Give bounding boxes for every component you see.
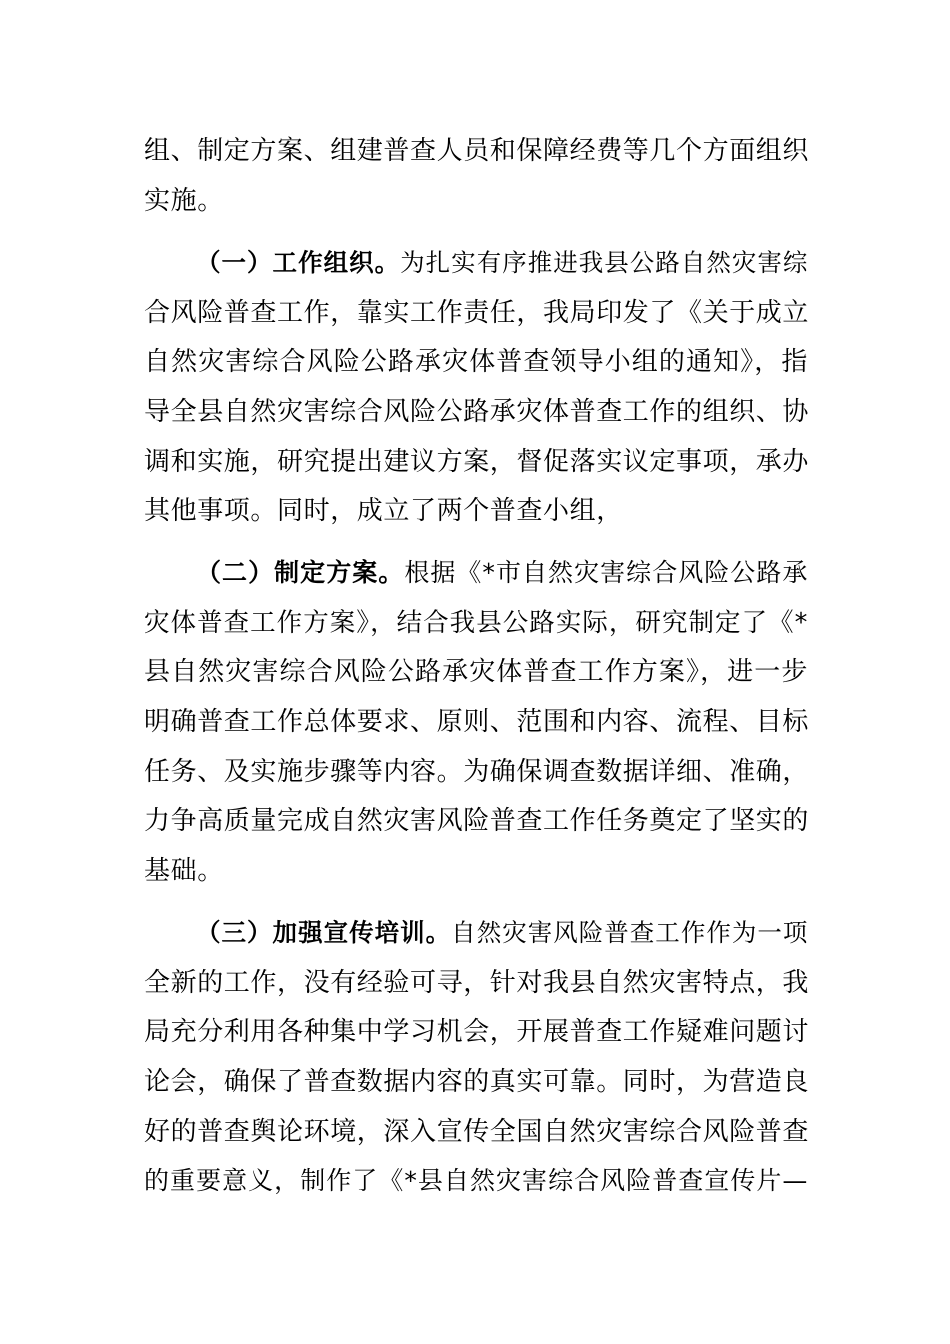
section3-line-2: 全新的工作，没有经验可寻，针对我县自然灾害特点，我 <box>144 968 810 998</box>
section2-line-2: 灾体普查工作方案》，结合我县公路实际，研究制定了《* <box>144 608 808 638</box>
section3-first-line <box>196 915 808 951</box>
section2-line-5: 任务、及实施步骤等内容。为确保调查数据详细、准确， <box>144 757 810 787</box>
section1-line-3: 自然灾害综合风险公路承灾体普查领导小组的通知》，指 <box>144 347 808 377</box>
section3-line1-text: 自然灾害风险普查工作作为一项 <box>451 918 808 947</box>
section2-line1-text: 根据《*市自然灾害综合风险公路承 <box>404 558 808 587</box>
section3-line-5: 好的普查舆论环境，深入宣传全国自然灾害综合风险普查 <box>144 1117 810 1147</box>
section1-line1-text: 为扎实有序推进我县公路自然灾害综 <box>400 248 808 277</box>
intro-line-2: 实施。 <box>144 186 224 216</box>
section1-line-5: 调和实施，研究提出建议方案，督促落实议定事项，承办 <box>144 447 810 477</box>
section2-first-line <box>196 555 808 591</box>
section2-heading: （二）制定方案。 <box>196 558 405 587</box>
section3-line-3: 局充分利用各种集中学习机会，开展普查工作疑难问题讨 <box>144 1017 810 1047</box>
section2-line-4: 明确普查工作总体要求、原则、范围和内容、流程、目标 <box>144 707 810 737</box>
section1-heading: （一）工作组织。 <box>196 248 401 277</box>
section1-line-4: 导全县自然灾害综合风险公路承灾体普查工作的组织、协 <box>144 397 810 427</box>
section2-line-6: 力争高质量完成自然灾害风险普查工作任务奠定了坚实的 <box>144 806 810 836</box>
intro-line-1: 组、制定方案、组建普查人员和保障经费等几个方面组织 <box>144 136 810 166</box>
section1-line-2: 合风险普查工作，靠实工作责任，我局印发了《关于成立 <box>144 298 810 328</box>
section3-line-6: 的重要意义，制作了《*县自然灾害综合风险普查宣传片— <box>144 1166 808 1195</box>
section2-line-7: 基础。 <box>144 856 224 886</box>
section3-heading: （三）加强宣传培训。 <box>196 918 452 947</box>
section1-line-6: 其他事项。同时，成立了两个普查小组， <box>144 496 623 526</box>
section1-first-line <box>196 245 808 281</box>
section3-line-4: 论会，确保了普查数据内容的真实可靠。同时，为营造良 <box>144 1067 810 1097</box>
section2-line-3: 县自然灾害综合风险公路承灾体普查工作方案》，进一步 <box>144 657 808 687</box>
